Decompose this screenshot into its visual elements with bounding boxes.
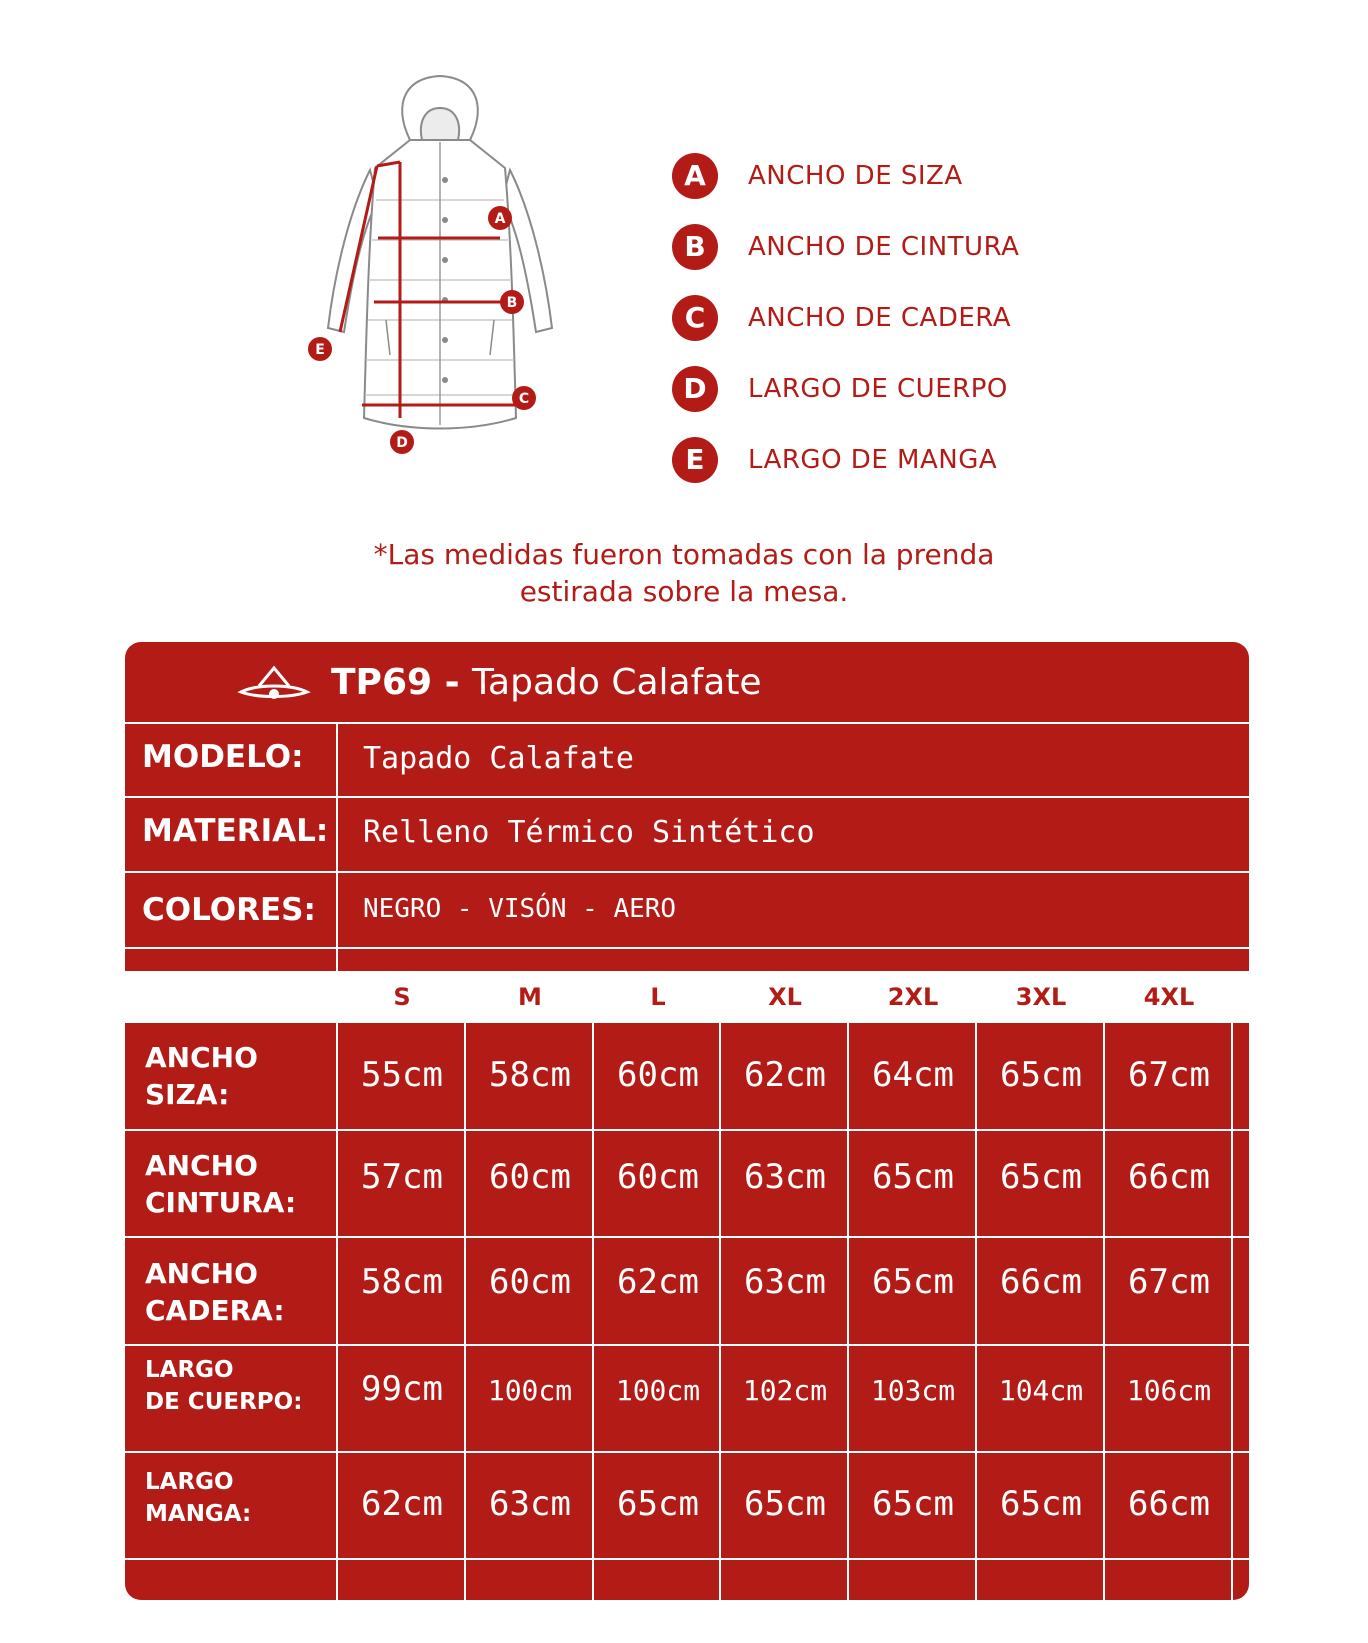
colores-label: COLORES: <box>142 892 316 928</box>
divider <box>125 796 1249 798</box>
cell-cuerpo-2xl: 103cm <box>870 1374 956 1407</box>
modelo-value: Tapado Calafate <box>363 741 634 776</box>
cell-manga-l: 65cm <box>617 1484 699 1524</box>
cell-cintura-xl: 63cm <box>744 1157 826 1197</box>
cell-cadera-l: 62cm <box>617 1262 699 1302</box>
measurement-note <box>0 536 1368 610</box>
cell-siza-s: 55cm <box>361 1055 443 1095</box>
row-label-line: ANCHO <box>145 1041 258 1074</box>
cell-cadera-4xl: 67cm <box>1128 1262 1210 1302</box>
row-label-ancho-cintura <box>145 1147 296 1221</box>
row-label-line: DE CUERPO: <box>145 1389 303 1415</box>
cell-cadera-s: 58cm <box>361 1262 443 1302</box>
legend-label-b: ANCHO DE CINTURA <box>748 231 1020 262</box>
legend-badge-c: C <box>672 295 718 341</box>
cell-cadera-m: 60cm <box>489 1262 571 1302</box>
legend-badge-b: B <box>672 224 718 270</box>
marker-e: E <box>315 342 325 358</box>
legend-item-a <box>672 140 1092 211</box>
divider <box>125 947 1249 949</box>
row-label-line: ANCHO <box>145 1149 258 1182</box>
cell-cuerpo-3xl: 104cm <box>998 1374 1084 1407</box>
legend-badge-e: E <box>672 437 718 483</box>
cell-cintura-2xl: 65cm <box>872 1157 954 1197</box>
row-label-line: ANCHO <box>145 1257 258 1290</box>
cell-cuerpo-m: 100cm <box>487 1374 573 1407</box>
divider <box>125 1558 1249 1560</box>
row-label-largo-cuerpo <box>145 1354 302 1418</box>
material-value: Relleno Térmico Sintético <box>363 815 815 850</box>
material-label: MATERIAL: <box>142 813 329 849</box>
cell-siza-l: 60cm <box>617 1055 699 1095</box>
divider <box>125 1236 1249 1238</box>
product-code: TP69 - <box>331 662 460 703</box>
marker-b: B <box>506 295 518 311</box>
measurement-legend <box>672 140 1092 495</box>
cell-siza-m: 58cm <box>489 1055 571 1095</box>
coat-diagram <box>300 70 580 490</box>
legend-label-d: LARGO DE CUERPO <box>748 373 1008 404</box>
cell-cintura-l: 60cm <box>617 1157 699 1197</box>
brand-logo-icon <box>237 660 311 706</box>
divider <box>125 1129 1249 1131</box>
legend-item-d <box>672 353 1092 424</box>
row-label-line: CINTURA: <box>145 1186 297 1219</box>
row-label-line: LARGO <box>145 1357 234 1383</box>
cell-manga-s: 62cm <box>361 1484 443 1524</box>
legend-label-e: LARGO DE MANGA <box>748 444 998 475</box>
legend-item-c <box>672 282 1092 353</box>
cell-cuerpo-xl: 102cm <box>742 1374 828 1407</box>
size-4xl: 4XL <box>1143 983 1195 1011</box>
row-label-ancho-cadera <box>145 1255 285 1329</box>
divider <box>125 1344 1249 1346</box>
divider <box>336 722 338 971</box>
legend-label-c: ANCHO DE CADERA <box>748 302 1012 333</box>
note-line-2: estirada sobre la mesa. <box>519 575 849 608</box>
size-table <box>125 642 1249 1600</box>
cell-cuerpo-s: 99cm <box>361 1369 443 1409</box>
row-label-line: MANGA: <box>145 1501 252 1527</box>
divider <box>125 1451 1249 1453</box>
cell-cintura-3xl: 65cm <box>1000 1157 1082 1197</box>
divider <box>125 871 1249 873</box>
cell-manga-xl: 65cm <box>744 1484 826 1524</box>
cell-cadera-3xl: 66cm <box>1000 1262 1082 1302</box>
size-header-row <box>125 971 1249 1023</box>
size-m: M <box>518 983 542 1011</box>
marker-d: D <box>396 435 408 451</box>
marker-c: C <box>518 391 530 407</box>
cell-siza-3xl: 65cm <box>1000 1055 1082 1095</box>
row-label-largo-manga <box>145 1466 251 1530</box>
cell-cintura-4xl: 66cm <box>1128 1157 1210 1197</box>
size-3xl: 3XL <box>1015 983 1067 1011</box>
cell-cadera-xl: 63cm <box>744 1262 826 1302</box>
cell-manga-3xl: 65cm <box>1000 1484 1082 1524</box>
cell-manga-2xl: 65cm <box>872 1484 954 1524</box>
cell-siza-2xl: 64cm <box>872 1055 954 1095</box>
size-l: L <box>650 983 666 1011</box>
size-s: S <box>393 983 411 1011</box>
product-name: Tapado Calafate <box>472 662 762 703</box>
cell-siza-xl: 62cm <box>744 1055 826 1095</box>
modelo-label: MODELO: <box>142 739 304 775</box>
divider <box>125 722 1249 724</box>
cell-cintura-s: 57cm <box>361 1157 443 1197</box>
row-label-line: LARGO <box>145 1469 234 1495</box>
size-2xl: 2XL <box>887 983 939 1011</box>
cell-cintura-m: 60cm <box>489 1157 571 1197</box>
cell-cuerpo-4xl: 106cm <box>1126 1374 1212 1407</box>
table-title <box>125 642 1249 722</box>
cell-cadera-2xl: 65cm <box>872 1262 954 1302</box>
row-label-line: SIZA: <box>145 1078 230 1111</box>
cell-siza-4xl: 67cm <box>1128 1055 1210 1095</box>
colores-value: NEGRO - VISÓN - AERO <box>363 894 677 924</box>
note-line-1: *Las medidas fueron tomadas con la prenda <box>373 538 995 571</box>
marker-a: A <box>494 211 506 227</box>
legend-badge-a: A <box>672 153 718 199</box>
row-label-ancho-siza <box>145 1039 258 1113</box>
legend-item-b <box>672 211 1092 282</box>
legend-label-a: ANCHO DE SIZA <box>748 160 963 191</box>
legend-badge-d: D <box>672 366 718 412</box>
row-label-line: CADERA: <box>145 1294 285 1327</box>
cell-manga-4xl: 66cm <box>1128 1484 1210 1524</box>
size-xl: XL <box>768 983 802 1011</box>
legend-item-e <box>672 424 1092 495</box>
cell-manga-m: 63cm <box>489 1484 571 1524</box>
cell-cuerpo-l: 100cm <box>615 1374 701 1407</box>
